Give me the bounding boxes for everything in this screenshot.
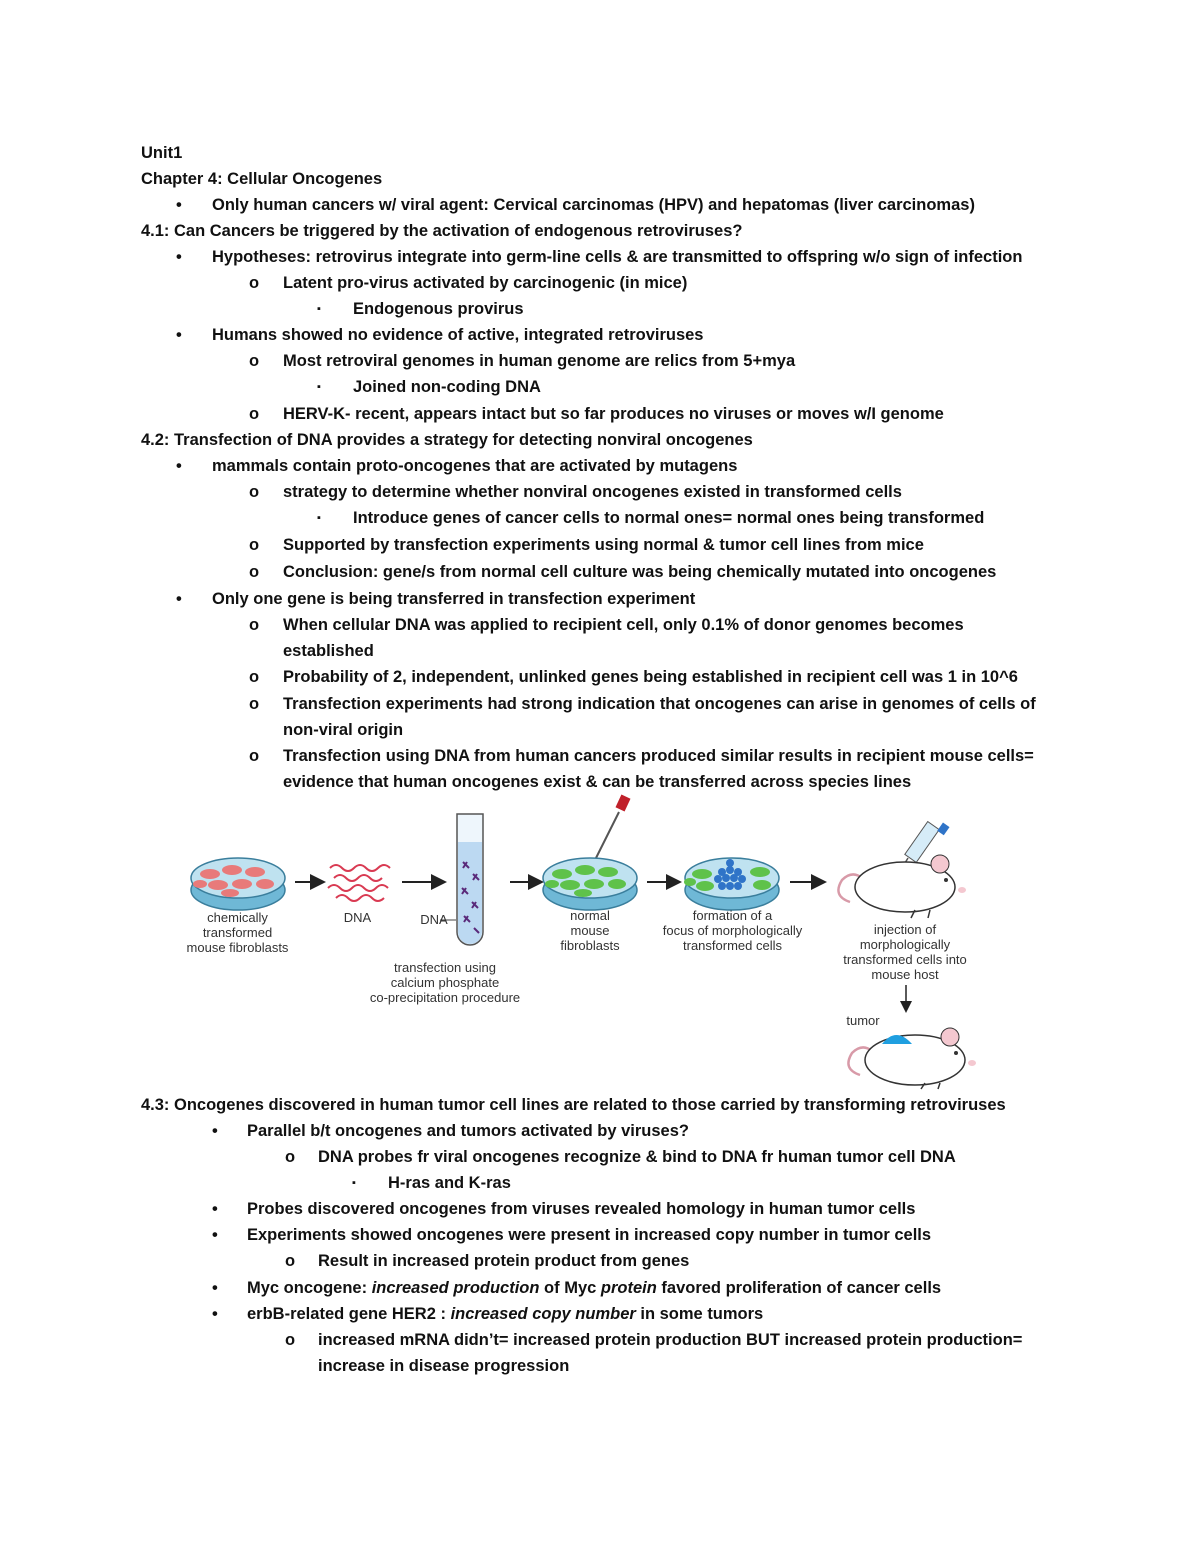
sub-bullet-marker: o: [249, 563, 260, 581]
sub-bullet-marker: o: [249, 405, 260, 423]
sub-list-item-text: Most retroviral genomes in human genome are relics from 5+mya: [283, 352, 796, 370]
text-run: favored proliferation of cancer cells: [656, 1279, 942, 1297]
text-run: in some tumors: [635, 1305, 764, 1323]
sub-list-item-text: evidence that human oncogenes exist & can be transferred across species lines: [283, 773, 912, 791]
sub-bullet-marker: o: [249, 668, 260, 686]
bullet-marker: •: [176, 196, 182, 214]
sub-list-item-text: increased mRNA didn’t= increased protein production BUT increased protein production=: [318, 1331, 1023, 1349]
sub-bullet-marker: o: [285, 1148, 296, 1166]
square-bullet-marker: ▪: [317, 303, 321, 315]
sub-list-item-text: Conclusion: gene/s from normal cell culture was being chemically mutated into oncogenes: [283, 563, 997, 581]
label-tumor: tumor: [846, 1013, 880, 1028]
mouse-host-icon: [838, 855, 966, 918]
list-item-text: Only human cancers w/ viral agent: Cervical carcinomas (HPV) and hepatomas (liver carcinomas): [212, 196, 975, 214]
bullet-marker: •: [176, 326, 182, 344]
third-list-item-text: Introduce genes of cancer cells to normal ones= normal ones being transformed: [353, 509, 985, 527]
dna-strands-icon: [328, 865, 390, 901]
label-focus-formation: formation of a focus of morphologically transformed cells: [662, 908, 803, 953]
text-run: Myc oncogene:: [247, 1279, 372, 1297]
sub-list-item-text: Transfection experiments had strong indication that oncogenes can arise in genomes of cells of: [283, 695, 1036, 713]
sub-bullet-marker: o: [285, 1252, 296, 1270]
sub-bullet-marker: o: [249, 274, 260, 292]
bullet-marker: •: [212, 1122, 218, 1140]
sub-list-item-text: established: [283, 642, 374, 660]
sub-bullet-marker: o: [249, 352, 260, 370]
sub-list-item-text: Result in increased protein product from genes: [318, 1252, 690, 1270]
label-normal-fibroblasts: normal mouse fibroblasts: [560, 908, 620, 953]
third-list-item-text: Endogenous provirus: [353, 300, 524, 318]
list-item-text: Hypotheses: retrovirus integrate into germ-line cells & are transmitted to offspring w/o sign of infection: [212, 248, 1023, 266]
third-list-item-text: Joined non-coding DNA: [353, 378, 541, 396]
label-dna: DNA: [343, 910, 372, 925]
chapter-text: Chapter 4: Cellular Oncogenes: [141, 170, 383, 188]
italic-run: protein: [600, 1279, 657, 1297]
list-item-text: Probes discovered oncogenes from viruses revealed homology in human tumor cells: [247, 1200, 916, 1218]
square-bullet-marker: ▪: [317, 512, 321, 524]
sub-list-item-text: strategy to determine whether nonviral oncogenes existed in transformed cells: [283, 483, 902, 501]
sub-list-item-text: non-viral origin: [283, 721, 404, 739]
sub-list-item-text: Supported by transfection experiments using normal & tumor cell lines from mice: [283, 536, 924, 554]
sub-bullet-marker: o: [249, 483, 260, 501]
sub-list-item-text: When cellular DNA was applied to recipient cell, only 0.1% of donor genomes becomes: [283, 616, 964, 634]
text-run: erbB-related gene HER2 :: [247, 1305, 451, 1323]
unit-text: Unit1: [141, 144, 183, 162]
text-run: of Myc: [539, 1279, 601, 1297]
heading-text: 4.2: Transfection of DNA provides a strategy for detecting nonviral oncogenes: [141, 431, 753, 449]
sub-list-item-text: Transfection using DNA from human cancers produced similar results in recipient mouse cells=: [283, 747, 1034, 765]
mouse-with-tumor-icon: [848, 1028, 976, 1089]
bullet-marker: •: [176, 457, 182, 475]
list-item-text: Experiments showed oncogenes were present in increased copy number in tumor cells: [247, 1226, 932, 1244]
sub-list-item-text: DNA probes fr viral oncogenes recognize & bind to DNA fr human tumor cell DNA: [318, 1148, 956, 1166]
label-transformed-fibroblasts: chemically transformed mouse fibroblasts: [186, 910, 289, 955]
list-item-text: mammals contain proto-oncogenes that are activated by mutagens: [212, 457, 738, 475]
bullet-marker: •: [212, 1226, 218, 1244]
list-item-text: Humans showed no evidence of active, integrated retroviruses: [212, 326, 704, 344]
list-item-text: Only one gene is being transferred in transfection experiment: [212, 590, 696, 608]
bullet-marker: •: [176, 248, 182, 266]
sub-bullet-marker: o: [285, 1331, 296, 1349]
label-injection: injection of morphologically transformed cells into mouse host: [843, 922, 967, 982]
italic-run: increased production: [371, 1279, 540, 1297]
list-item-text: [247, 1301, 763, 1327]
bullet-marker: •: [212, 1200, 218, 1218]
sub-list-item-text: increase in disease progression: [318, 1357, 570, 1375]
sub-list-item-text: Probability of 2, independent, unlinked genes being established in recipient cell was 1 in 10^6: [283, 668, 1018, 686]
sub-bullet-marker: o: [249, 536, 260, 554]
square-bullet-marker: ▪: [317, 381, 321, 393]
square-bullet-marker: ▪: [352, 1177, 356, 1189]
sub-list-item-text: HERV-K- recent, appears intact but so far produces no viruses or moves w/I genome: [283, 405, 944, 423]
heading-text: 4.3: Oncogenes discovered in human tumor cell lines are related to those carried by transforming retroviruses: [141, 1096, 1006, 1114]
heading-text: 4.1: Can Cancers be triggered by the activation of endogenous retroviruses?: [141, 222, 743, 240]
sub-bullet-marker: o: [249, 616, 260, 634]
italic-run: increased copy number: [450, 1305, 636, 1323]
list-item-text: [247, 1275, 941, 1301]
list-item-text: Parallel b/t oncogenes and tumors activated by viruses?: [247, 1122, 689, 1140]
third-list-item-text: H-ras and K-ras: [388, 1174, 511, 1192]
bullet-marker: •: [176, 590, 182, 608]
sub-bullet-marker: o: [249, 747, 260, 765]
sub-list-item-text: Latent pro-virus activated by carcinogenic (in mice): [283, 274, 688, 292]
label-transfection-procedure: transfection using calcium phosphate co-precipitation procedure: [369, 960, 521, 1005]
label-dna-tube: DNA: [420, 912, 448, 927]
dish-normal-fibroblasts: [543, 858, 637, 910]
dish-transformed-cells: [191, 858, 285, 910]
bullet-marker: •: [212, 1279, 218, 1297]
transfection-figure: [170, 792, 1010, 1092]
sub-bullet-marker: o: [249, 695, 260, 713]
dish-transformed-focus: [684, 858, 779, 910]
bullet-marker: •: [212, 1305, 218, 1323]
